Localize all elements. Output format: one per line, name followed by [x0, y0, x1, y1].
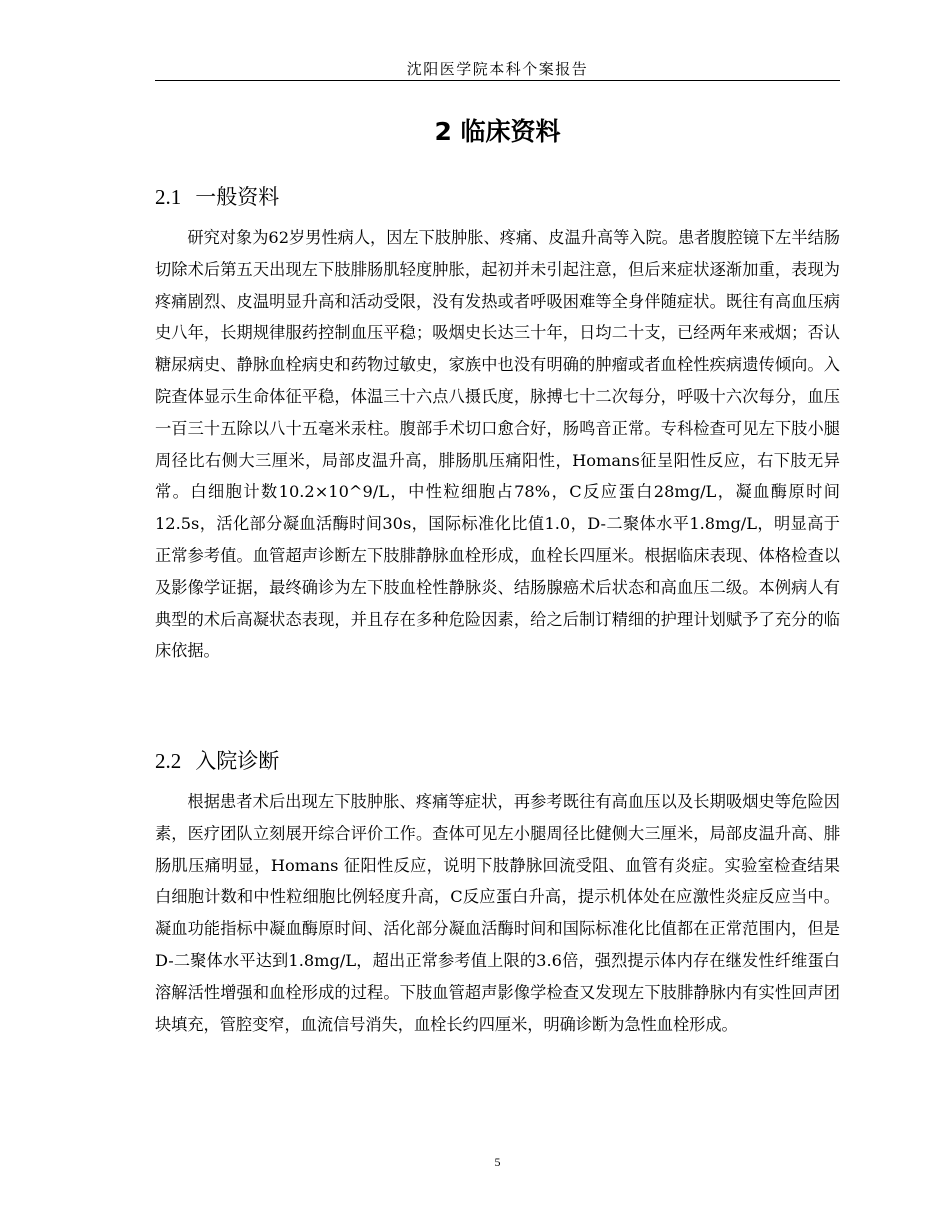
- section-title: 一般资料: [195, 185, 280, 209]
- chapter-title: 2 临床资料: [434, 117, 561, 146]
- section-number: 2.2: [155, 749, 182, 773]
- page-header: 沈阳医学院本科个案报告: [406, 60, 589, 78]
- section-paragraph-admission-diagnosis: 根据患者术后出现左下肢肿胀、疼痛等症状，再参考既往有高血压以及长期吸烟史等危险因素，医疗团队立刻展开综合评价工作。查体可见左小腿周径比健侧大三厘米，局部皮温升高、腓肠肌压痛明显，Homans 征阳性反应，说明下肢静脉回流受阻、血管有炎症。实验室检查结果白细胞计数和中性粒细胞比例轻度升高，C反应蛋白升高，提示机体处在应激性炎症反应当中。凝血功能指标中凝血酶原时间、活化部分凝血活酶时间和国际标准化比值都在正常范围内，但是D-二聚体水平达到1.8mg/L，超出正常参考值上限的3.6倍，强烈提示体内存在继发性纤维蛋白溶解活性增强和血栓形成的过程。下肢血管超声影像学检查又发现左下肢腓静脉内有实性回声团块填充，管腔变窄，血流信号消失，血栓长约四厘米，明确诊断为急性血栓形成。: [155, 792, 840, 1034]
- section-heading-2-1: [155, 181, 279, 211]
- header-rule: [155, 80, 840, 81]
- section-heading-2-2: [155, 745, 279, 775]
- section-number: 2.1: [155, 185, 182, 209]
- section-title: 入院诊断: [195, 749, 280, 773]
- page-number: 5: [494, 1155, 501, 1169]
- section-paragraph-general-info: 研究对象为62岁男性病人，因左下肢肿胀、疼痛、皮温升高等入院。患者腹腔镜下左半结肠切除术后第五天出现左下肢腓肠肌轻度肿胀，起初并未引起注意，但后来症状逐渐加重，表现为疼痛剧烈、皮温明显升高和活动受限，没有发热或者呼吸困难等全身伴随症状。既往有高血压病史八年，长期规律服药控制血压平稳；吸烟史长达三十年，日均二十支，已经两年来戒烟；否认糖尿病史、静脉血栓病史和药物过敏史，家族中也没有明确的肿瘤或者血栓性疾病遗传倾向。入院查体显示生命体征平稳，体温三十六点八摄氏度，脉搏七十二次每分，呼吸十六次每分，血压一百三十五除以八十五毫米汞柱。腹部手术切口愈合好，肠鸣音正常。专科检查可见左下肢小腿周径比右侧大三厘米，局部皮温升高，腓肠肌压痛阳性，Homans征呈阳性反应，右下肢无异常。白细胞计数10.2×10^9/L，中性粒细胞占78%，C反应蛋白28mg/L，凝血酶原时间12.5s，活化部分凝血活酶时间30s，国际标准化比值1.0，D-二聚体水平1.8mg/L，明显高于正常参考值。血管超声诊断左下肢腓静脉血栓形成，血栓长四厘米。根据临床表现、体格检查以及影像学证据，最终确诊为左下肢血栓性静脉炎、结肠腺癌术后状态和高血压二级。本例病人有典型的术后高凝状态表现，并且存在多种危险因素，给之后制订精细的护理计划赋予了充分的临床依据。: [155, 228, 840, 661]
